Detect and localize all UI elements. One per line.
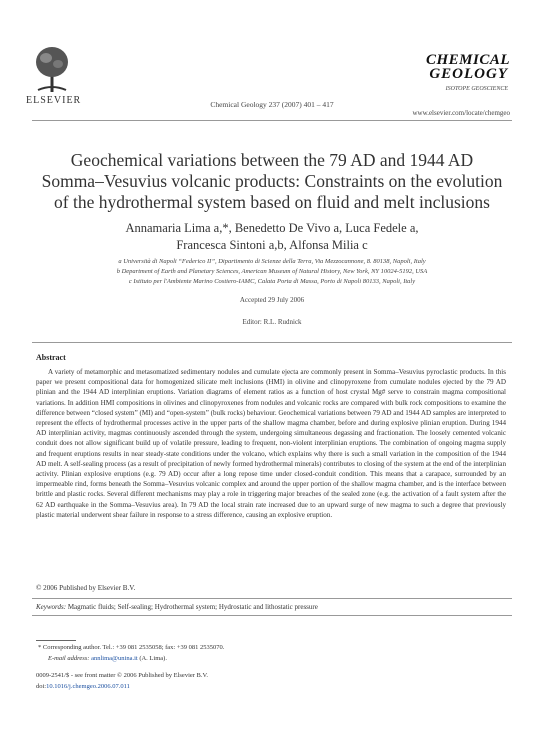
email-suffix: (A. Lima).	[139, 655, 167, 662]
affiliation-a: a Università di Napoli “Federico II”, Dipartimento di Scienze della Terra, Via Mezzocannone, 8. 80138, Napoli, Italy	[118, 258, 426, 265]
email-label: E-mail address:	[48, 655, 90, 662]
title-line-2: Somma–Vesuvius volcanic products: Constraints on the evolution	[41, 171, 503, 191]
header-rule	[32, 120, 512, 121]
keywords-top-rule	[32, 598, 512, 599]
authors-line-1: Annamaria Lima a,*, Benedetto De Vivo a, Luca Fedele a,	[125, 221, 419, 235]
corresponding-author-note: * Corresponding author. Tel.: +39 081 2535058; fax: +39 081 2535070.	[38, 644, 225, 651]
email-link[interactable]: annlima@unina.it	[91, 655, 138, 662]
accepted-date: Accepted 29 July 2006	[239, 296, 305, 304]
elsevier-tree-logo	[32, 44, 72, 94]
publisher-name: ELSEVIER	[26, 95, 82, 106]
issn-line: 0009-2541/$ - see front matter © 2006 Published by Elsevier B.V.	[36, 672, 208, 679]
footnote-rule	[36, 640, 76, 641]
journal-logo-line1: CHEMICAL	[425, 52, 510, 68]
authors-line-2: Francesca Sintoni a,b, Alfonsa Milia c	[176, 238, 368, 252]
doi-label: doi:	[36, 683, 47, 690]
abstract-body: A variety of metamorphic and metasomatized sedimentary nodules and cumulate ejecta are commonly present in Somma–Vesuvius pyroclastic products. In this paper we present compositional data for homogenized silicate melt inclusions (HMI) in olivine and clinopyroxene from cumulate nodules ejected by the 79 AD plinian and the 1944 AD interplinian eruptions. Variation diagrams of element ratios as a function of host crystal Mg# serve to constrain magma compositional variations. In addition HMI compositions in olivines and clinopyroxenes from nodules and volcanic rocks are compared with bulk rock compositions to examine the difference between “closed system” (MI) and “open-system” (bulk rocks) behaviour. Geochemical variations between 79 AD and 1944 AD samples are interpreted to represent the effects of hydrothermal processes active in the upper parts of the shallow magma chamber, before and during explosive plinian eruption. During 1944 AD interplinian activity, magmas continuously ascended through the system, undergoing simultaneous degassing and fractionation. The loosely cemented volcanic conduit does not allow significant build up of volatile pressure, leading to frequent, non-violent interplinian eruptions. The combination of ongoing magma supply and frequent eruptions results in near steady-state conditions under the volcano, which explains why there is such a small variation in the composition of the 1944 AD melt. A self-sealing process (as a result of precipitation of newly formed hydrothermal minerals) contributes to closing of the system at the end of the interplinian activity. Plinian explosive eruptions (e.g. 79 AD) occur after a long repose time under closed-conduit condition. This means that a carapace, surrounded by an impermeable rind, forms beneath the Somma–Vesuvius volcanic complex and around the upper portion of the shallow magma chamber, and is the interface between brittle and plastic rocks. Several different mechanisms may play a role in triggering major breaches of the sealed zone (e.g. the activation of a fault system after the 62 AD earthquake in the Somma–Vesuvius area). In 79 AD the local strain rate increased due to an upward surge of new magma to such a degree that previously plastic material underwent shear failure in response to a stress difference, causing an explosive eruption.	[36, 368, 506, 519]
editor: Editor: R.L. Rudnick	[242, 318, 302, 326]
journal-citation: Chemical Geology 237 (2007) 401 – 417	[210, 100, 334, 109]
journal-logo-line2: GEOLOGY	[429, 66, 508, 82]
keywords	[36, 603, 318, 611]
keywords-bottom-rule	[32, 615, 512, 616]
title-line-1: Geochemical variations between the 79 AD and 1944 AD	[70, 150, 474, 170]
article-title	[40, 150, 504, 213]
abstract-top-rule	[32, 342, 512, 343]
title-line-3: of the hydrothermal system based on fluid and melt inclusions	[54, 192, 490, 212]
keywords-label: Keywords:	[36, 603, 67, 611]
email-note	[48, 655, 167, 662]
keywords-text: Magmatic fluids; Self-sealing; Hydrothermal system; Hydrostatic and lithostatic pressure	[67, 603, 318, 611]
journal-logo-line3: ISOTOPE GEOSCIENCE	[445, 86, 508, 92]
journal-url[interactable]: www.elsevier.com/locate/chemgeo	[412, 109, 510, 117]
abstract-heading: Abstract	[36, 353, 66, 362]
doi-link[interactable]: 10.1016/j.chemgeo.2006.07.011	[46, 683, 130, 690]
author-list	[40, 220, 504, 254]
affiliation-b: b Department of Earth and Planetary Sciences, American Museum of Natural History, New York, NY 10024-5192, USA	[116, 268, 428, 275]
affiliation-c: c Istituto per l'Ambiente Marino Costiero-IAMC, Calata Porta di Massa, Porto di Napoli 80133, Napoli, Italy	[128, 278, 416, 285]
abstract-copyright: © 2006 Published by Elsevier B.V.	[36, 584, 136, 592]
doi-line	[36, 683, 130, 690]
